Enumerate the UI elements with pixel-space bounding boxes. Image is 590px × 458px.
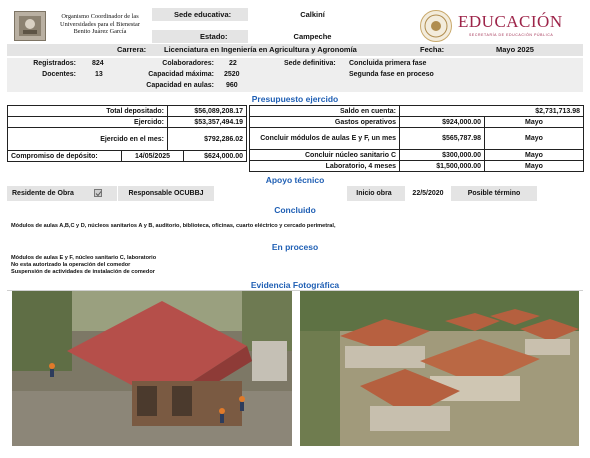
fecha-value: Mayo 2025	[496, 45, 534, 54]
table-row	[250, 117, 584, 128]
table-row	[250, 106, 584, 117]
sede-value: Calkiní	[300, 10, 325, 19]
docentes-value: 13	[95, 71, 103, 78]
total-depositado-value: $56,089,208.17	[168, 106, 247, 117]
brand-subtitle: SECRETARÍA DE EDUCACIÓN PÚBLICA	[469, 33, 554, 37]
table-row	[8, 117, 247, 128]
budget-left-table	[7, 105, 247, 151]
construction-photo-1	[12, 291, 292, 446]
ejercido-mes-label: Ejercido en el mes:	[8, 128, 168, 151]
budget-item-label: Gastos operativos	[250, 117, 400, 128]
budget-item-value: $1,500,000.00	[400, 161, 485, 172]
residente-label: Residente de Obra	[12, 190, 74, 197]
table-row	[8, 128, 247, 151]
termino-label: Posible término	[467, 190, 521, 197]
colaboradores-value: 22	[229, 60, 237, 67]
budget-item-value: $924,000.00	[400, 117, 485, 128]
org-name	[50, 13, 150, 36]
capacidad-maxima-value: 2520	[224, 71, 240, 78]
sede-definitiva-label: Sede definitiva:	[284, 60, 336, 67]
carrera-value: Licenciatura en Ingeniería en Agricultura y Agronomía	[164, 45, 357, 54]
list-item: No esta autorizado la operación del comedor	[11, 261, 131, 268]
termino-value-cell	[537, 186, 583, 201]
budget-item-value: $565,787.98	[400, 128, 485, 150]
capacidad-aulas-value: 960	[226, 82, 238, 89]
total-depositado-label: Total depositado:	[8, 106, 168, 117]
compromiso-date: 14/05/2025	[122, 151, 184, 162]
sede-definitiva-value-2: Segunda fase en proceso	[349, 71, 434, 78]
org-name-line1: Organismo Coordinador de las	[61, 13, 139, 20]
responsable-label: Responsable OCUBBJ	[117, 186, 215, 201]
saldo-value: $2,731,713.98	[400, 106, 584, 117]
sede-definitiva-value-1: Concluida primera fase	[349, 60, 427, 67]
estado-label: Estado:	[152, 30, 248, 43]
list-item: Suspensión de actividades de instalación de comedor	[11, 268, 155, 275]
compromiso-label: Compromiso de depósito:	[8, 151, 122, 162]
brand-title: EDUCACIÓN	[458, 12, 563, 31]
concluido-text: Módulos de aulas A,B,C y D, núcleos sanitarios A y B, auditorio, biblioteca, oficinas, cuarto eléctrico y cercado perimetral,	[11, 223, 336, 229]
check-icon	[95, 190, 102, 197]
table-row	[8, 106, 247, 117]
budget-right-table	[249, 105, 584, 172]
inicio-value: 22/5/2020	[405, 186, 451, 201]
budget-item-label: Concluir módulos de aulas E y F, un mes	[250, 128, 400, 150]
responsable-value-cell	[215, 186, 347, 201]
estado-value: Campeche	[293, 32, 332, 41]
registrados-label: Registrados:	[33, 60, 76, 67]
budget-item-month: Mayo	[485, 117, 584, 128]
budget-title: Presupuesto ejercido	[251, 94, 339, 104]
list-item: Módulos de aulas E y F, núcleo sanitario C, laboratorio	[11, 255, 157, 261]
budget-item-month: Mayo	[485, 128, 584, 150]
docentes-label: Docentes:	[42, 71, 76, 78]
fecha-label: Fecha:	[420, 45, 445, 54]
residente-checkbox[interactable]	[94, 189, 102, 197]
ejercido-mes-value: $792,286.02	[168, 128, 247, 151]
construction-photo-2	[300, 291, 579, 446]
concluido-title: Concluido	[274, 205, 316, 215]
budget-item-month: Mayo	[485, 150, 584, 161]
ejercido-label: Ejercido:	[8, 117, 168, 128]
inicio-label: Inicio obra	[356, 190, 392, 197]
proceso-title: En proceso	[271, 242, 319, 252]
registrados-value: 824	[92, 60, 104, 67]
capacidad-aulas-label: Capacidad en aulas:	[146, 82, 214, 89]
capacidad-maxima-label: Capacidad máxima:	[148, 71, 214, 78]
table-row	[250, 128, 584, 150]
budget-item-month: Mayo	[485, 161, 584, 172]
budget-item-value: $300,000.00	[400, 150, 485, 161]
sede-label: Sede educativa:	[152, 8, 248, 21]
org-name-line3: Benito Juárez García	[73, 28, 127, 35]
table-row	[250, 150, 584, 161]
budget-item-label: Laboratorio, 4 meses	[250, 161, 400, 172]
ejercido-value: $53,357,494.19	[168, 117, 247, 128]
seal-icon	[420, 10, 452, 42]
colaboradores-label: Colaboradores:	[162, 60, 214, 67]
carrera-label: Carrera:	[117, 45, 147, 54]
apoyo-title: Apoyo técnico	[265, 175, 325, 185]
budget-item-label: Concluir núcleo sanitario C	[250, 150, 400, 161]
org-logo	[14, 11, 46, 41]
table-row	[8, 151, 247, 162]
saldo-label: Saldo en cuenta:	[250, 106, 400, 117]
org-name-line2: Universidades para el Bienestar	[60, 20, 140, 28]
evidencia-title: Evidencia Fotográfica	[250, 280, 340, 290]
table-row	[250, 161, 584, 172]
compromiso-table	[7, 150, 247, 162]
proceso-list	[11, 255, 156, 275]
compromiso-value: $624,000.00	[184, 151, 247, 162]
